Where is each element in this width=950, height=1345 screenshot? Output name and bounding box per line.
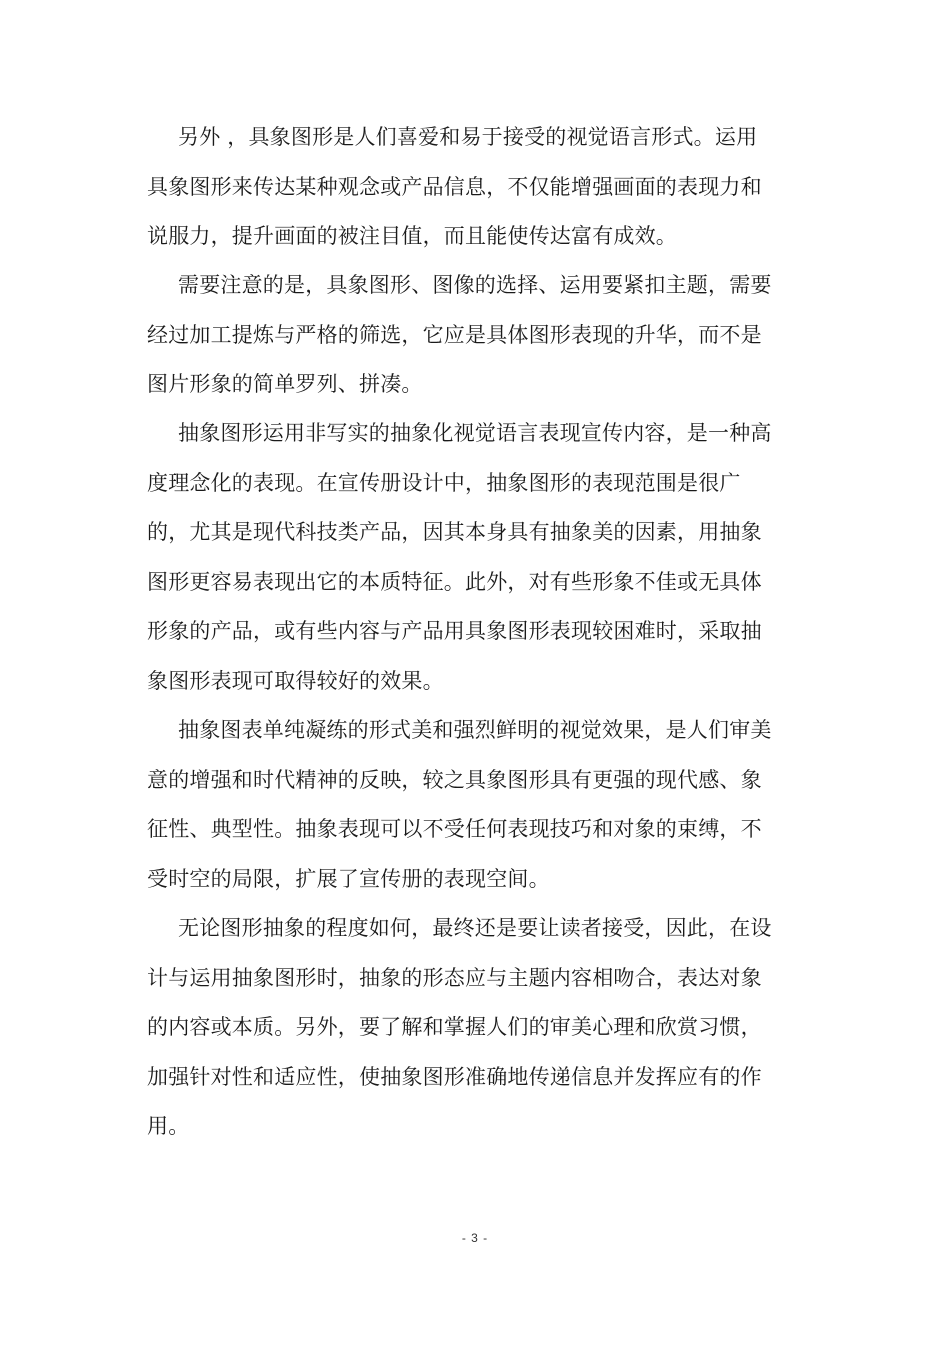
paragraph-line: 的，尤其是现代科技类产品，因其本身具有抽象美的因素，用抽象 (147, 520, 762, 544)
paragraph-line: 象图形表现可取得较好的效果。 (147, 668, 444, 693)
paragraph-line: 需要注意的是，具象图形、图像的选择、运用要紧扣主题，需要 (178, 273, 772, 297)
paragraph-line: 的内容或本质。另外，要了解和掌握人们的审美心理和欣赏习惯， (147, 1015, 762, 1039)
paragraph-line: 另外 ，具象图形是人们喜爱和易于接受的视觉语言形式。运用 (178, 125, 758, 149)
paragraph-2 (147, 261, 772, 410)
paragraph-3 (147, 409, 772, 706)
paragraph-1 (147, 113, 762, 262)
paragraph-line: 图片形象的简单罗列、拼凑。 (147, 372, 423, 396)
paragraph-4 (147, 706, 772, 904)
paragraph-5 (147, 904, 772, 1152)
paragraph-line: 受时空的局限，扩展了宣传册的表现空间。 (147, 866, 550, 891)
paragraph-line: 说服力，提升画面的被注目值，而且能使传达富有成效。 (147, 224, 677, 248)
paragraph-line: 计与运用抽象图形时，抽象的形态应与主题内容相吻合，表达对象 (147, 965, 762, 990)
paragraph-line: 度理念化的表现。在宣传册设计中，抽象图形的表现范围是很广 (147, 470, 741, 495)
paragraph-line: 用。 (147, 1114, 190, 1138)
paragraph-line: 抽象图表单纯凝练的形式美和强烈鲜明的视觉效果，是人们审美 (178, 718, 772, 742)
paragraph-line: 抽象图形运用非写实的抽象化视觉语言表现宣传内容，是一种高 (178, 421, 772, 445)
paragraph-line: 意的增强和时代精神的反映，较之具象图形具有更强的现代感、象 (147, 767, 762, 792)
paragraph-line: 无论图形抽象的程度如何，最终还是要让读者接受，因此，在设 (178, 916, 772, 940)
paragraph-line: 加强针对性和适应性，使抽象图形准确地传递信息并发挥应有的作 (147, 1064, 762, 1089)
paragraph-line: 征性、典型性。抽象表现可以不受任何表现技巧和对象的束缚，不 (147, 817, 762, 841)
paragraph-line: 具象图形来传达某种观念或产品信息，不仅能增强画面的表现力和 (147, 174, 762, 199)
paragraph-line: 经过加工提炼与严格的筛选，它应是具体图形表现的升华，而不是 (147, 322, 762, 347)
paragraph-line: 图形更容易表现出它的本质特征。此外，对有些形象不佳或无具体 (147, 569, 762, 594)
page-number: - 3 - (461, 1231, 489, 1245)
paragraph-line: 形象的产品，或有些内容与产品用具象图形表现较困难时，采取抽 (147, 619, 762, 643)
